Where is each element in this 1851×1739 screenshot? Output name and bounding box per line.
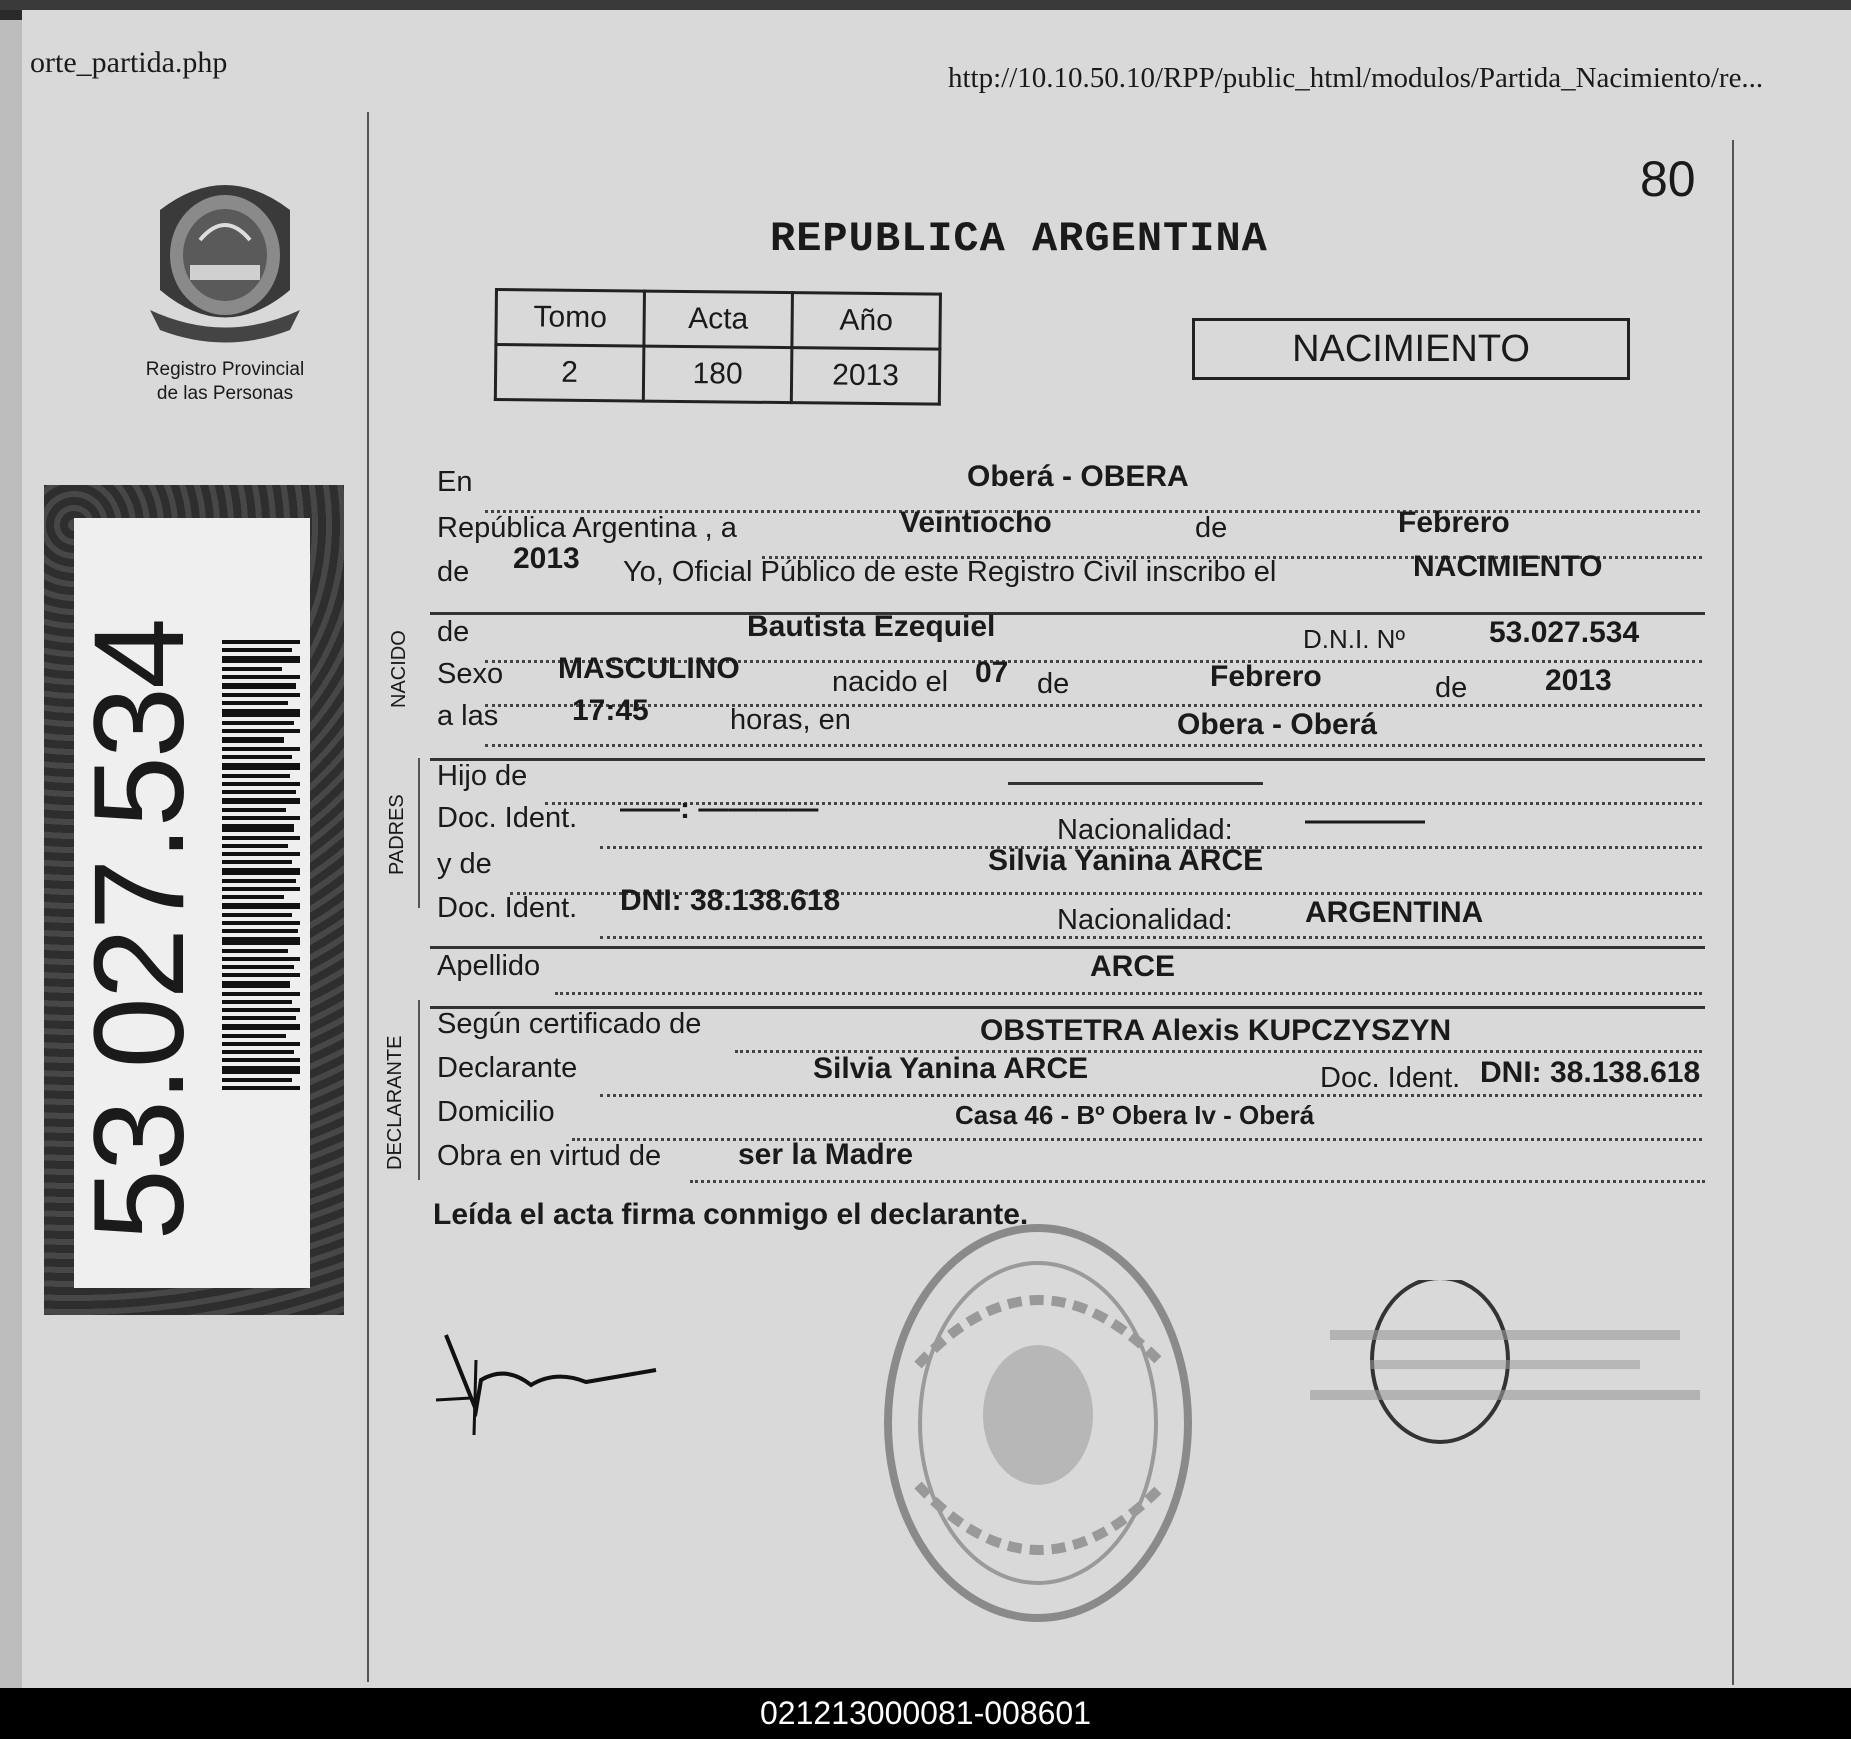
row-fecha [435,506,1705,552]
label-hijo: Hijo de [437,760,528,792]
value-nac1: ———— [1305,804,1425,837]
label-de-mes: de [1195,512,1228,544]
print-url-right: http://10.10.50.10/RPP/public_html/modulos/Partida_Nacimiento/re... [948,62,1764,94]
value-apellido: ARCE [1090,950,1176,983]
value-lugar: Obera - Oberá [1177,708,1378,741]
value-nac-dia: 07 [975,656,1009,689]
label-sexo: Sexo [437,658,504,690]
header-acta: Acta [644,291,793,348]
value-sexo: MASCULINO [558,652,740,685]
value-nac-anio: 2013 [1545,664,1612,697]
dotline-apellido [555,992,1702,995]
label-en: En [437,466,473,498]
value-doc2: DNI: 38.138.618 [620,884,841,917]
row-nombre [435,610,1705,656]
value-doc1: ——: ———— [620,792,819,825]
label-doc2: Doc. Ident. [437,892,578,924]
margin-line-left [367,112,369,1682]
row-inscripcion [435,542,1705,596]
office-name-line2: de las Personas [156,383,294,404]
row-doc1 [435,792,1705,846]
page-number: 80 [1640,151,1696,207]
registry-round-stamp-icon [878,1215,1198,1630]
label-nac2: Nacionalidad: [1057,904,1233,936]
record-type-box: NACIMIENTO [1192,318,1630,380]
label-nombre: de [437,616,470,648]
label-yde: y de [437,848,492,880]
value-acta: 180 [643,346,792,403]
dotline-obra [690,1180,1705,1183]
row-hora [435,694,1705,741]
label-nacido: nacido el [832,666,949,698]
label-hora: a las [437,700,499,732]
barcode-icon [222,640,300,1150]
label-domicilio: Domicilio [437,1096,555,1128]
row-en [435,460,1705,506]
margin-line-right [1732,140,1734,1685]
label-nac-de1: de [1037,668,1070,700]
closing-statement: Leída el acta firma conmigo el declarante. [433,1198,1029,1231]
header-tomo: Tomo [496,290,645,347]
value-tomo: 2 [495,345,644,402]
value-en: Oberá - OBERA [967,460,1189,493]
officer-stamp-icon [1300,1280,1700,1450]
section-label-padres: PADRES [386,794,408,875]
value-acto: NACIMIENTO [1413,550,1603,583]
office-name [120,358,330,406]
row-sexo [435,652,1705,704]
dotline-doc2 [600,936,1702,939]
label-de-anio: de [437,556,470,588]
row-apellido [435,950,1705,990]
value-hora: 17:45 [572,694,649,727]
row-declarante [435,1052,1705,1092]
section-bracket-declarante [418,1000,420,1180]
province-seal-icon [140,170,310,350]
value-declarante: Silvia Yanina ARCE [813,1052,1089,1085]
registry-table [494,288,942,406]
row-madre [435,844,1705,888]
document-title: REPUBLICA ARGENTINA [770,215,1268,263]
value-anio: 2013 [513,542,580,575]
id-number-vertical: 53.027.534 [68,619,211,1241]
label-nac-de2: de [1435,672,1468,704]
row-domicilio [435,1096,1705,1136]
value-domicilio: Casa 46 - Bº Obera Iv - Oberá [955,1100,1315,1130]
section-label-nacido: NACIDO [388,630,410,708]
office-name-line1: Registro Provincial [145,359,305,380]
value-dia: Veintiocho [900,506,1052,539]
rule-apellido-top [430,946,1705,949]
label-decl-doc: Doc. Ident. [1320,1062,1461,1094]
label-dni: D.N.I. Nº [1303,624,1405,654]
print-url-left: orte_partida.php [30,46,228,79]
footer-code: 021213000081-008601 [0,1688,1851,1739]
value-obra: ser la Madre [738,1138,914,1171]
scan-top-edge [0,0,1851,10]
value-nombre: Bautista Ezequiel [747,610,996,643]
row-obra [435,1140,1705,1180]
label-oficial: Yo, Oficial Público de este Registro Civil inscribo el [623,556,1277,588]
value-dni: 53.027.534 [1489,616,1640,649]
value-mes: Febrero [1398,506,1510,539]
value-certificado: OBSTETRA Alexis KUPCZYSZYN [980,1014,1452,1047]
value-nac2: ARGENTINA [1305,896,1484,929]
label-obra: Obra en virtud de [437,1140,662,1172]
label-doc1: Doc. Ident. [437,802,578,834]
row-doc2 [435,884,1705,936]
value-decl-doc: DNI: 38.138.618 [1480,1056,1701,1089]
rule-nacido-top [430,612,1705,615]
row-certificado [435,1008,1705,1048]
label-apellido: Apellido [437,950,541,982]
dash-padre [1008,782,1263,785]
value-nac-mes: Febrero [1210,660,1322,693]
section-bracket-padres [418,758,420,908]
signature-icon [436,1330,666,1440]
label-certificado: Según certificado de [437,1008,702,1040]
label-declarante: Declarante [437,1052,578,1084]
dotline-hora [485,744,1702,747]
label-nac1: Nacionalidad: [1057,814,1233,846]
value-anio: 2013 [791,348,940,405]
label-republica: República Argentina , a [437,512,737,544]
scan-left-edge [0,20,22,1688]
section-label-declarante: DECLARANTE [384,1035,406,1170]
value-madre: Silvia Yanina ARCE [988,844,1264,877]
label-horas-en: horas, en [730,704,851,736]
header-anio: Año [792,293,941,350]
